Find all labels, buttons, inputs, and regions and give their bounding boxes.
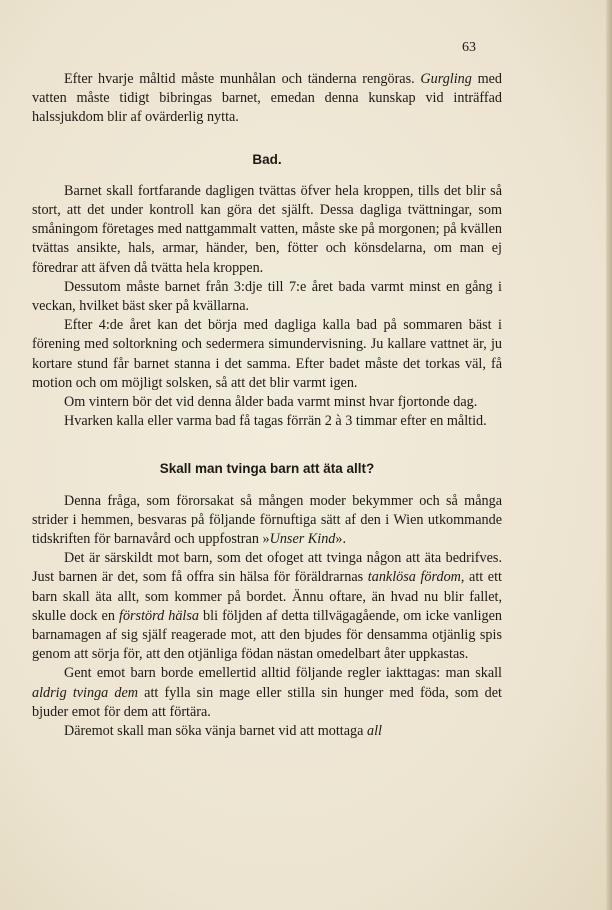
text-run: Gent emot barn borde emellertid alltid följande regler iakttagas: man skall: [64, 665, 502, 682]
italic-run: tanklösa fördom: [367, 569, 461, 586]
text-run: Dessutom måste barnet från 3:dje till 7:e året bada varmt minst en gång i veckan, hvilket bäst sker på kvällarna.: [32, 278, 502, 315]
section-heading-tvinga: Skall man tvinga barn att äta allt?: [159, 461, 375, 477]
italic-run: Unser Kind: [269, 531, 336, 548]
text-run: med vatten måste tidigt bibringas barnet, emedan denna kunskap vid inträffad halssjukdom blir af ovärderlig nytta.: [32, 71, 502, 126]
text-run: Om vintern bör det vid denna ålder bada varmt minst hvar fjortonde dag.: [64, 394, 478, 411]
italic-run: förstörd hälsa: [119, 607, 199, 624]
text-run: Hvarken kalla eller varma bad få tagas förrän 2 à 3 timmar efter en måltid.: [64, 413, 487, 430]
text-run: att fylla sin mage eller stilla sin hunger med föda, som det bjuder emot för dem att förtära.: [32, 684, 502, 720]
italic-run: aldrig tvinga dem: [32, 684, 139, 701]
text-run: Denna fråga, som förorsakat så mången moder bekymmer och så många strider i hemmen, besvaras på följande förnuftiga sätt af den i Wien utkommande tidskriften för barnavård och uppfostran »: [32, 492, 502, 548]
paragraph: [32, 182, 502, 278]
paragraph: [32, 316, 502, 393]
section-heading-bad: Bad.: [252, 151, 282, 167]
text-run: bli följden af detta tillvägagående, om icke vanligen barnamagen af sig själf reagerade mot, att den bjudes för densamma otjänlig spis genom att sörja för, att den otjänliga födan nästan omedelbart åter uppkastas.: [32, 607, 503, 663]
italic-run: all: [366, 723, 382, 740]
text-run: Det är särskildt mot barn, som det ofoget att tvinga någon att äta bedrifves. Just barnen är det, som få offra sin hälsa för föräldrarnas: [32, 550, 502, 586]
intro-section: [32, 70, 502, 128]
text-run: Efter hvarje måltid måste munhålan och tänderna rengöras.: [64, 71, 421, 87]
paragraph: [32, 70, 502, 128]
paragraph: [32, 393, 502, 412]
bad-section: [32, 182, 502, 432]
text-run: , att ett barn skall äta allt, som kommer på bordet. Ännu oftare, än hvad nu blir fallet, skulle dock en: [32, 569, 502, 624]
page-edge: [606, 0, 612, 910]
paragraph: [32, 549, 502, 664]
page-body: [32, 70, 502, 741]
paragraph: [32, 722, 502, 741]
paragraph: [32, 412, 502, 431]
page-number: 63: [462, 40, 476, 55]
paragraph: [32, 664, 502, 722]
tvinga-section: [32, 492, 502, 742]
text-run: Däremot skall man söka vänja barnet vid att mottaga: [64, 723, 367, 740]
paragraph: [32, 492, 502, 550]
text-run: Barnet skall fortfarande dagligen tvättas öfver hela kroppen, tills det blir så stort, att det under kontroll kan göra det själft. Dessa dagliga tvättningar, som småningom företages med nattgammalt vatten, måste ske på morgonen; på kvällen tvättas ansikte, hals, armar, händer, ben, fötter och könsdelarna, om man ej föredrar att äfven då tvätta hela kroppen.: [32, 182, 502, 276]
text-run: ».: [335, 531, 347, 548]
paragraph: [32, 278, 502, 316]
text-run: Efter 4:de året kan det börja med dagliga kalla bad på sommaren bäst i förening med soltorkning och sedermera simundervisning. Ju kallare vattnet är, ju kortare stund får barnet stanna i det samma. Efter badet måste det torkas väl, få motion och om möjligt solsken, så att det blir varmt igen.: [32, 317, 502, 391]
italic-run: Gurgling: [420, 71, 472, 87]
